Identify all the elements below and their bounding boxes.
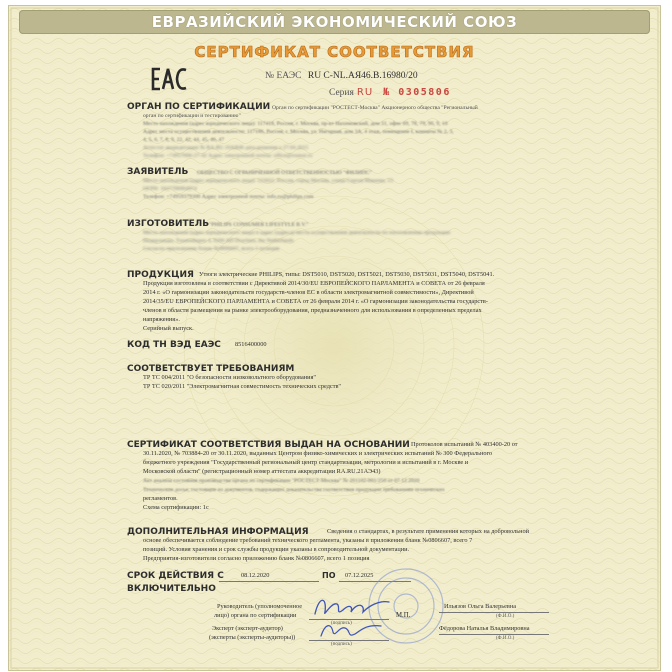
- validity-inclusive: ВКЛЮЧИТЕЛЬНО: [127, 584, 216, 594]
- tnved-heading: КОД ТН ВЭД ЕАЭС: [127, 340, 221, 350]
- manufacturer-heading: ИЗГОТОВИТЕЛЬ: [127, 219, 210, 229]
- signature-caption: (подпись): [331, 621, 352, 626]
- series-code: RU: [356, 87, 374, 98]
- manufacturer-line: Согласно приложению бланк №0806607, всего 1 позиция: [143, 246, 280, 252]
- requirement-line: ТР ТС 004/2011 "О безопасности низковольтного оборудования": [143, 374, 316, 381]
- basis-line: Акт анализа состояния производства органа по сертификации "РОСТЕСТ-Москва" № 201102-001/250 от 07.12.2020: [143, 478, 420, 484]
- basis-line: регламентов.: [143, 495, 178, 502]
- expert-label: Эксперт (эксперт-аудитор): [212, 625, 283, 632]
- requirements-heading: СООТВЕТСТВУЕТ ТРЕБОВАНИЯМ: [127, 364, 295, 374]
- series-number: № 0305806: [383, 87, 451, 98]
- signature-caption: (подпись): [331, 642, 352, 647]
- certification-body-line: орган по сертификации и тестированию": [143, 113, 241, 119]
- additional-heading: ДОПОЛНИТЕЛЬНАЯ ИНФОРМАЦИЯ: [127, 527, 309, 537]
- eac-mark-icon: [151, 66, 191, 92]
- product-line: 2014 г. «О гармонизации законодательств государств-членов ЕС в области электромагнитной совместимости», Директивой: [143, 289, 474, 296]
- requirement-line: ТР ТС 020/2011 "Электромагнитная совместимость технических средств": [143, 383, 341, 390]
- applicant-line: Место нахождения (адрес юридического лица): 123022, Россия, город Москва, улица Сергея Макеева, 13: [143, 178, 393, 184]
- basis-line: Технические досье, состоящие из документов, содержащих доказательства соответствия продукции требованиям технических: [143, 487, 445, 493]
- head-name-line: [439, 612, 549, 613]
- certificate-number: № ЕАЭС RU C-NL.АЯ46.В.16980/20: [265, 71, 418, 81]
- product-line: Продукция изготовлена в соответствии с Директивой 2014/30/EU ЕВРОПЕЙСКОГО ПАРЛАМЕНТА и СОВЕТА от 26 февраля: [143, 280, 485, 287]
- valid-from-underline: [219, 581, 319, 582]
- valid-to-label: ПО: [322, 571, 336, 580]
- certificate-title: СЕРТИФИКАТ СООТВЕТСТВИЯ: [194, 43, 475, 61]
- manufacturer-line: Нидерланды, Tussendiepen 4, 9206 AD Drachten, the Netherlands: [143, 238, 294, 244]
- basis-heading: СЕРТИФИКАТ СООТВЕТСТВИЯ ВЫДАН НА ОСНОВАНИИ: [127, 440, 410, 450]
- additional-line: позиций. Условия хранения и срок службы продукции указаны в сопроводительной документации.: [143, 546, 410, 553]
- tnved-code: 8516400000: [235, 341, 267, 348]
- product-line: Серийный выпуск.: [143, 325, 194, 332]
- product-line: Утюги электрические PHILIPS, типы: DST5010, DST5020, DST5021, DST5030, DST5031, DST5040, DST5041.: [199, 271, 495, 278]
- certification-body-line: Место нахождения (адрес юридического лица): 117418, Россия, г. Москва, пр-кт Нахимовский, дом 31, офис 69, 78, 79, 96, 9, 10: [143, 121, 448, 127]
- certificate-sheet: [8, 5, 661, 671]
- additional-line: основе обеспечивается соблюдение требований технического регламента, указаны в приложении бланк №0806607, всего 7: [143, 537, 473, 544]
- fio-caption: (Ф.И.О.): [496, 636, 515, 641]
- stamp-mp: М.П.: [396, 612, 411, 619]
- additional-first-line: Сведения о стандартах, в результате применения которых на добровольной: [327, 528, 529, 535]
- certification-body-line: Телефон: +74957000-27-42 Адрес электронной почты: office@rostest.ru: [143, 153, 313, 159]
- product-line: членов в области размещения на рынке электрооборудования, предназначенного для использования в определенных пределах: [143, 307, 482, 314]
- head-label: Руководитель (уполномоченное: [217, 603, 303, 610]
- head-label: лицо) органа по сертификации: [214, 612, 297, 619]
- union-title: ЕВРАЗИЙСКИЙ ЭКОНОМИЧЕСКИЙ СОЮЗ: [151, 13, 518, 31]
- expert-signature-icon: [317, 618, 387, 642]
- certification-body-line: Орган по сертификации "РОСТЕСТ-Москва" Акционерного общества "Региональный: [272, 105, 478, 111]
- expert-name-line: [439, 634, 549, 635]
- fio-caption: (Ф.И.О.): [496, 614, 515, 619]
- valid-to-date: 07.12.2025: [345, 572, 374, 579]
- product-line: 2014/35/ЕU ЕВРОПЕЙСКОГО ПАРЛАМЕНТА и СОВЕТА от 26 февраля 2014 г. «О гармонизации законодательства государств-: [143, 298, 488, 305]
- form-series: Серия RU № 0305806: [329, 87, 451, 98]
- product-line: напряжения».: [143, 316, 180, 323]
- basis-line: Московской области" (регистрационный номер аттестата аккредитации RA.RU.21АЭ43): [143, 468, 381, 475]
- head-name: Ильязов Ольга Валерьевна: [444, 603, 517, 610]
- basis-line: Схема сертификации: 1с: [143, 504, 209, 511]
- union-banner: [19, 10, 650, 34]
- certification-body-line: Аттестат аккредитации № RA.RU.10АЯ46 дата решения о 27.04.2015: [143, 145, 309, 151]
- basis-first-line: Протоколов испытаний № 403400-20 от: [411, 441, 518, 448]
- manufacturer-name: "PHILIPS CONSUMER LIFESTYLE B.V.": [209, 222, 309, 228]
- applicant-line: Телефон: +74959379300 Адрес электронной почты: info.ru@philips.com: [143, 194, 314, 200]
- product-heading: ПРОДУКЦИЯ: [127, 270, 194, 280]
- certification-body-line: Адрес места осуществления деятельности: 117186, Россия, г. Москва, ул. Нагорная, дом 3А, 4 этаж, помещение I, комнаты № 2, 3,: [143, 129, 454, 135]
- manufacturer-line: Место нахождения (адрес юридического лица) и адрес (адреса) места осуществления деятельности по изготовлению продукции:: [143, 230, 452, 236]
- certification-body-heading: ОРГАН ПО СЕРТИФИКАЦИИ: [127, 102, 271, 112]
- valid-from-date: 08.12.2020: [241, 572, 270, 579]
- basis-line: бюджетного учреждения "Государственный региональный центр стандартизации, метрологии и испытаний в г. Москве и: [143, 459, 469, 466]
- validity-heading: СРОК ДЕЙСТВИЯ С: [127, 571, 224, 581]
- applicant-line: ОГРН: 1027700064974: [143, 186, 197, 192]
- applicant-line: ОБЩЕСТВО С ОГРАНИЧЕННОЙ ОТВЕТСТВЕННОСТЬЮ "ФИЛИПС": [197, 170, 372, 176]
- additional-line: Предприятия-изготовители согласно приложению бланк №0806607, всего 1 позиция: [143, 555, 370, 562]
- certification-body-line: 4, 5, 6, 7, 8, 9, 22, 42, 44, 45, 46, 47: [143, 137, 225, 143]
- applicant-heading: ЗАЯВИТЕЛЬ: [127, 167, 189, 177]
- expert-name: Фёдорова Наталья Владимировна: [439, 625, 530, 632]
- expert-label: (эксперты (эксперты-аудиторы)): [209, 634, 296, 641]
- basis-line: 30.11.2020, № 703884-20 от 30.11.2020, выданных Центром физико-химических и электрических испытаний № 300 Федерального: [143, 450, 493, 457]
